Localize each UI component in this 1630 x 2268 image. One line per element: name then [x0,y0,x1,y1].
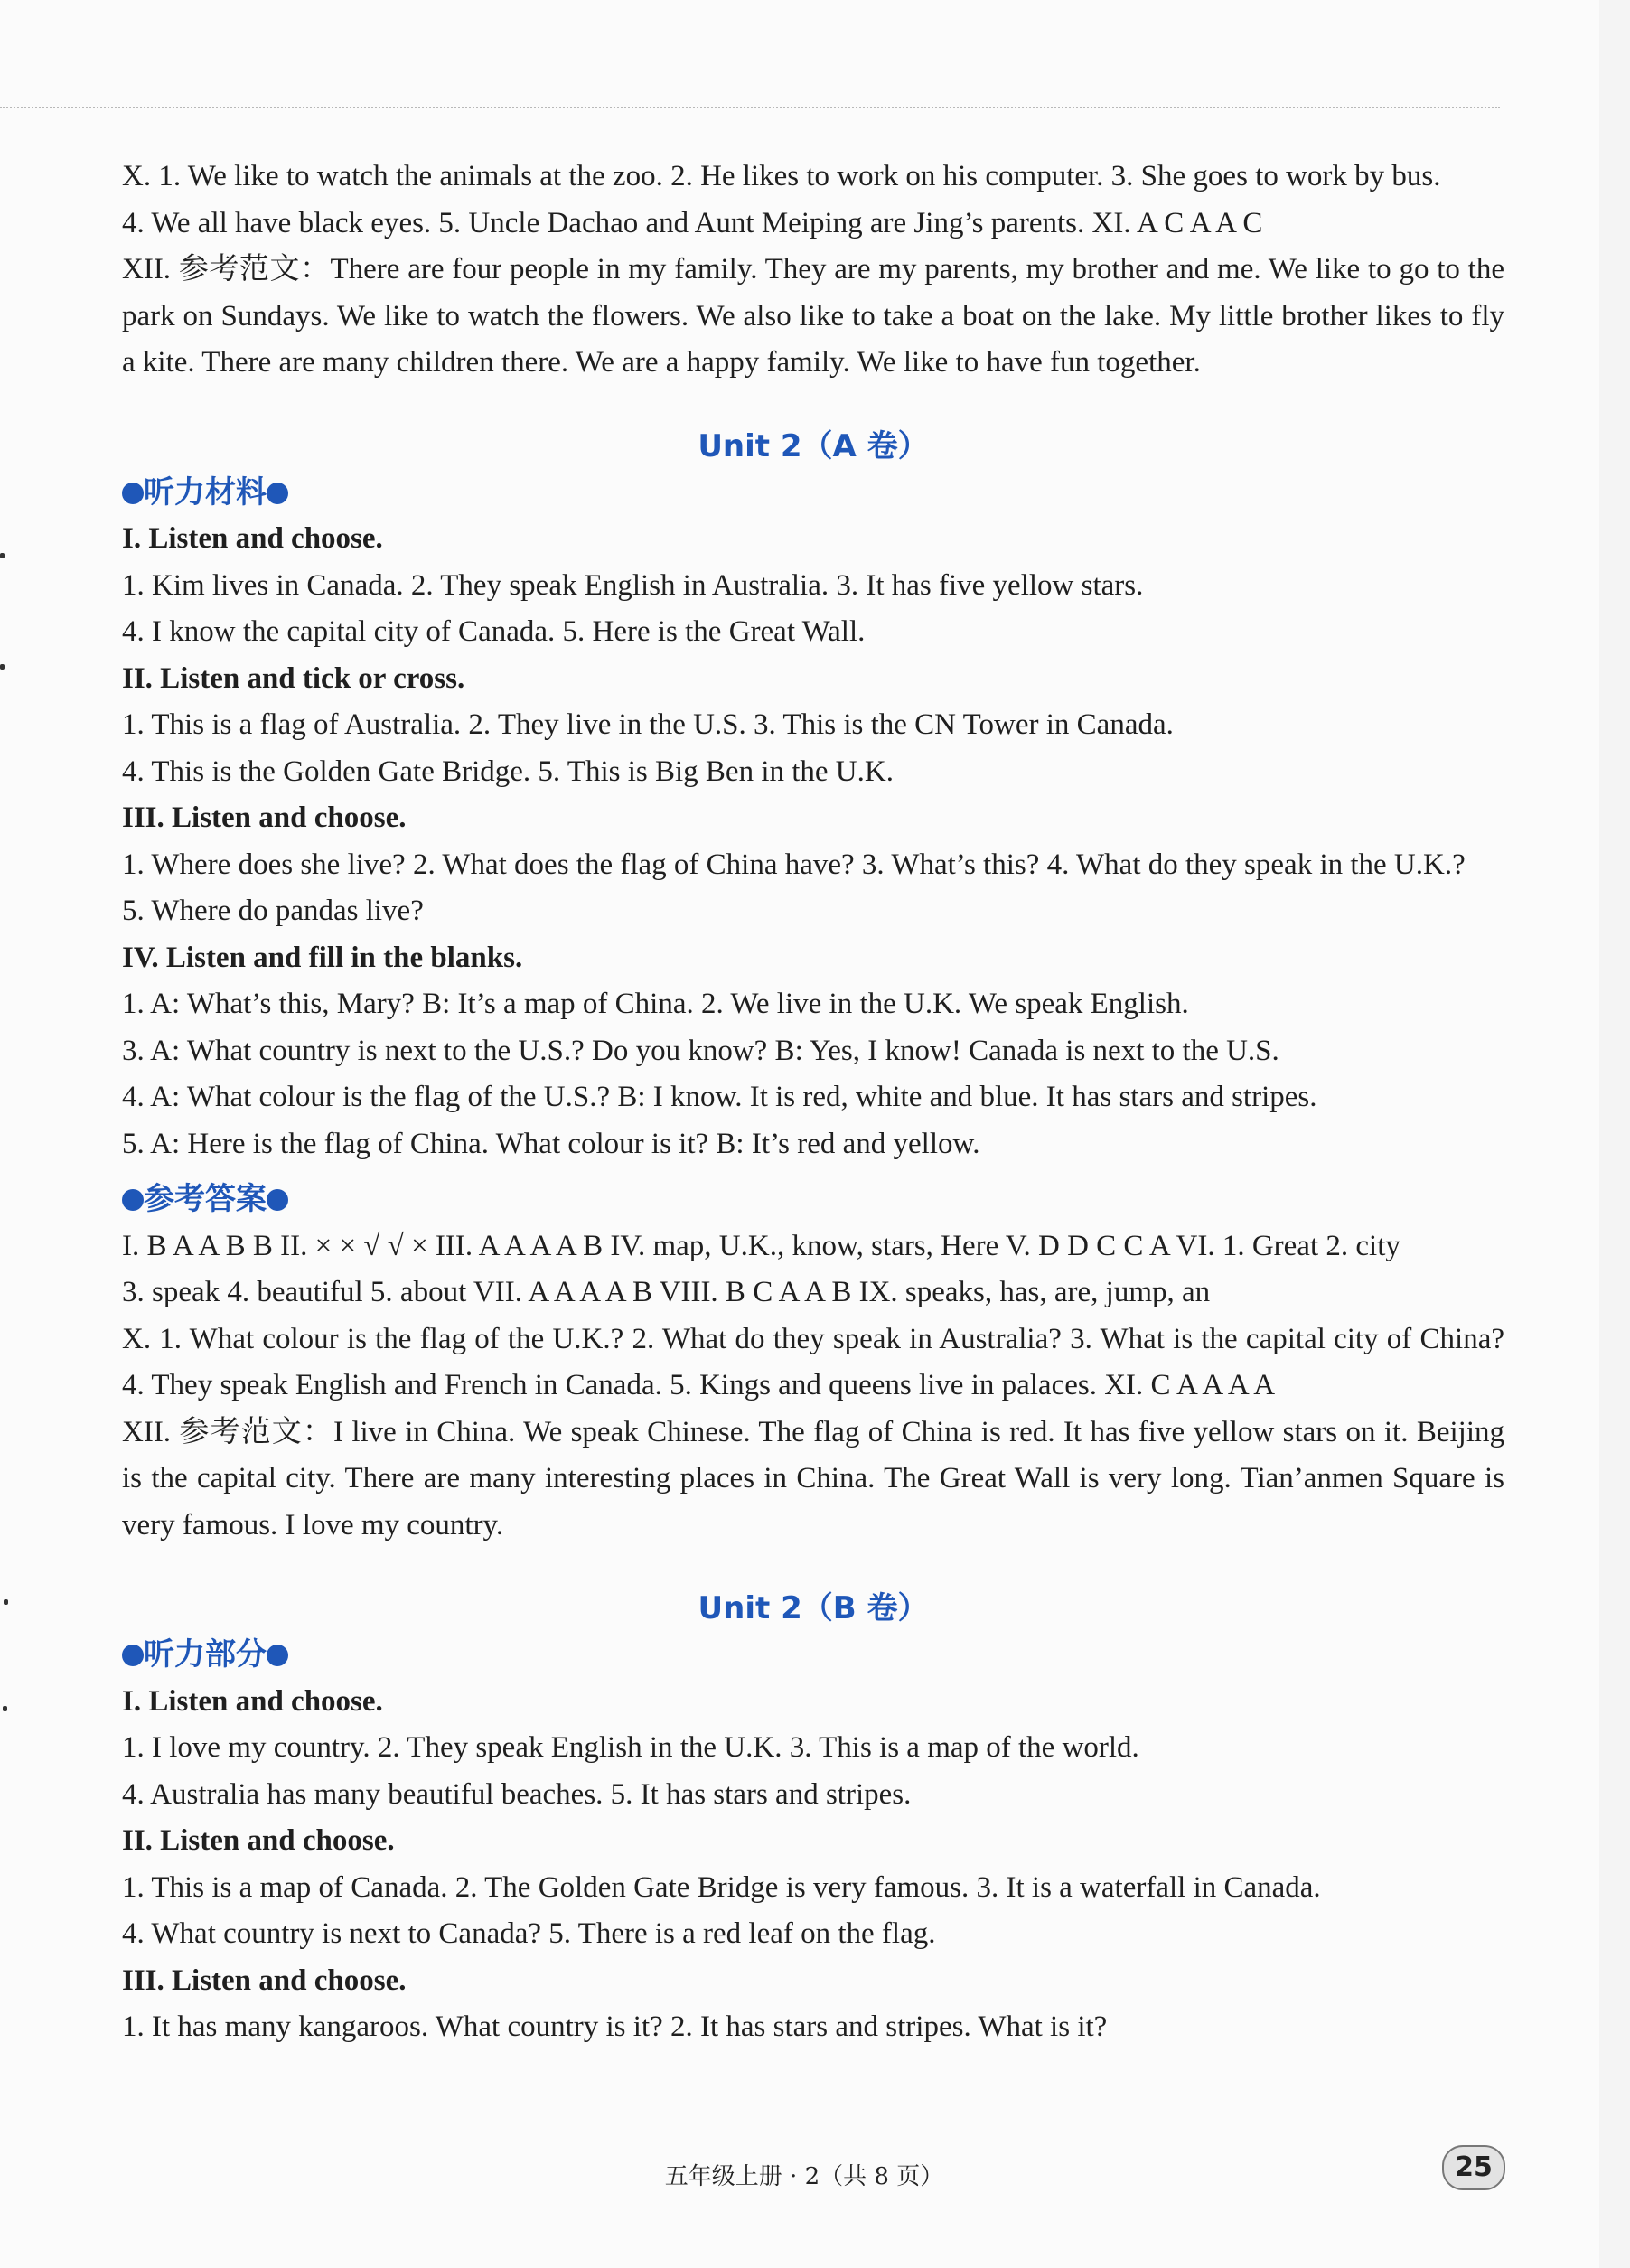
unit-2a-title: Unit 2（A 卷） [698,427,929,464]
block-heading: II. Listen and choose. [122,1824,395,1857]
text-line: 1. It has many kangaroos. What country is it? 2. It has stars and stripes. What is it? [122,2010,1108,2043]
text-line: 4. What country is next to Canada? 5. There is a red leaf on the flag. [122,1917,936,1950]
block-heading: III. Listen and choose. [122,801,407,834]
listening-heading: 听力材料 [122,470,1504,517]
text-line: 3. A: What country is next to the U.S.? Do you know? B: Yes, I know! Canada is next to the U.S. [122,1034,1279,1067]
answer-paragraph: X. 1. What colour is the flag of the U.K.? 2. What do they speak in Australia? 3. What is the capital city of China? 4. They speak English and French in Canada. 5. Kings and queens live in palaces. XI. C A A A A [122,1322,1504,1401]
block-heading: II. Listen and tick or cross. [122,661,465,695]
page-number-badge: 25 [1442,2145,1505,2190]
text-line: 4. I know the capital city of Canada. 5. Here is the Great Wall. [122,615,866,648]
margin-mark [0,553,5,558]
bullet-icon [122,1189,144,1211]
text-line: 1. Kim lives in Canada. 2. They speak English in Australia. 3. It has five yellow stars. [122,568,1144,602]
block-heading: IV. Listen and fill in the blanks. [122,941,523,974]
text-line: 4. We all have black eyes. 5. Uncle Dachao and Aunt Meiping are Jing’s parents. XI. A C A A C [122,206,1263,239]
listening-heading: 听力部分 [122,1632,1504,1679]
text-line: 5. Where do pandas live? [122,895,424,927]
bullet-icon [267,1189,288,1211]
text-line: 1. This is a flag of Australia. 2. They live in the U.S. 3. This is the CN Tower in Canada. [122,708,1174,741]
essay-paragraph: XII. 参考范文：There are four people in my family. They are my parents, my brother and me. We like to go to the park on Sundays. We like to watch the flowers. We also like to take a boat on the lake. My little brother likes to fly a kite. There are many children there. We are a happy family. We like to have fun together. [122,253,1504,379]
block-heading: III. Listen and choose. [122,1963,407,1997]
block-heading: I. Listen and choose. [122,1684,383,1718]
bullet-icon [122,483,144,504]
text-line: 1. Where does she live? 2. What does the flag of China have? 3. What’s this? 4. What do they speak in the U.K.? [122,848,1466,881]
answer-line: I. B A A B B II. × × √ √ × III. A A A A B IV. map, U.K., know, stars, Here V. D D C C A VI. 1. Great 2. city [122,1229,1400,1262]
block-heading: I. Listen and choose. [122,522,383,555]
bullet-icon [122,1645,144,1666]
answer-content [122,154,1504,2051]
bullet-icon [267,483,288,504]
text-line: 1. A: What’s this, Mary? B: It’s a map of China. 2. We live in the U.K. We speak English. [122,988,1189,1020]
text-line: 4. A: What colour is the flag of the U.S.? B: I know. It is red, white and blue. It has stars and stripes. [122,1081,1317,1113]
bullet-icon [267,1645,288,1666]
text-line: 5. A: Here is the flag of China. What colour is it? B: It’s red and yellow. [122,1127,980,1160]
text-line: 4. This is the Golden Gate Bridge. 5. This is Big Ben in the U.K. [122,754,894,788]
text-line: 1. I love my country. 2. They speak English in the U.K. 3. This is a map of the world. [122,1731,1139,1764]
top-dotted-rule [0,107,1500,108]
answer-line: 3. speak 4. beautiful 5. about VII. A A A A B VIII. B C A A B IX. speaks, has, are, jump, an [122,1276,1211,1308]
text-line: 1. This is a map of Canada. 2. The Golden Gate Bridge is very famous. 3. It is a waterfall in Canada. [122,1870,1321,1904]
text-line: X. 1. We like to watch the animals at the zoo. 2. He likes to work on his computer. 3. She goes to work by bus. [122,160,1441,192]
text-line: 4. Australia has many beautiful beaches. 5. It has stars and stripes. [122,1777,912,1811]
answers-heading: 参考答案 [122,1176,1504,1223]
page-footer: 五年级上册 · 2（共 8 页） [664,2163,944,2190]
margin-mark [0,664,5,670]
essay-paragraph: XII. 参考范文：I live in China. We speak Chinese. The flag of China is red. It has five yellow stars on it. Beijing is the capital city. There are many interesting places in China. The Great Wall is very long. Tian’anmen Square is very famous. I love my country. [122,1415,1504,1542]
margin-mark [4,1599,8,1605]
unit-2b-title: Unit 2（B 卷） [698,1590,929,1626]
margin-mark [3,1706,7,1711]
